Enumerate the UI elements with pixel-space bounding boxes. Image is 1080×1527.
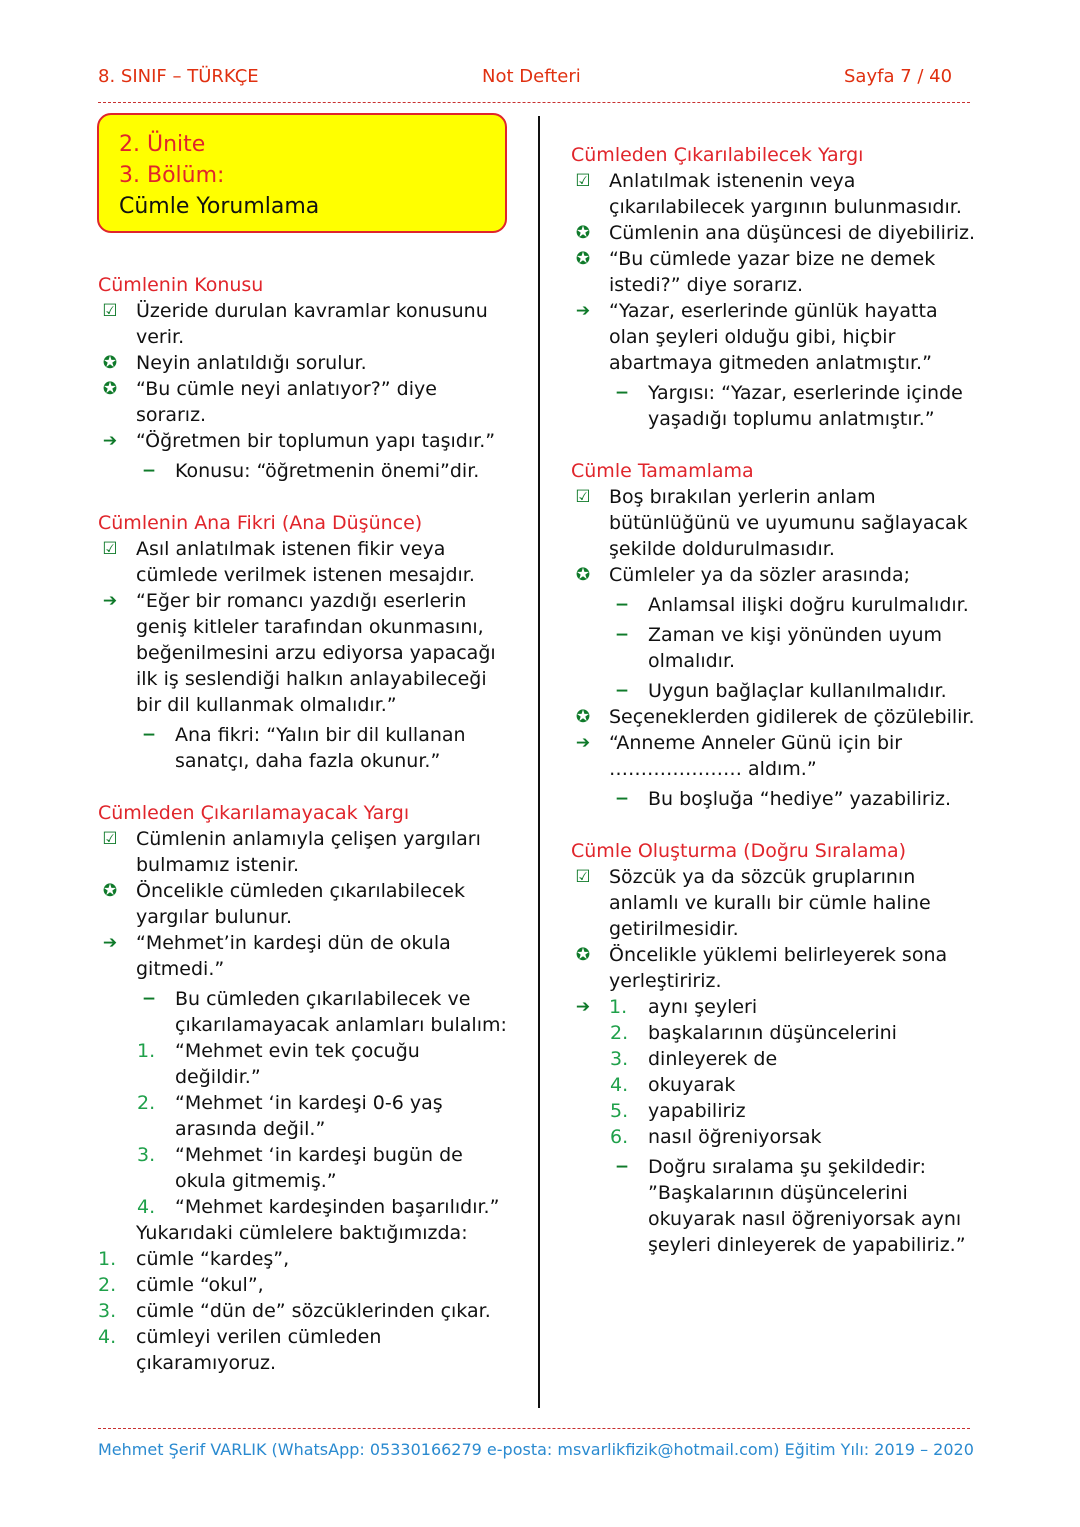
section-heading: Cümlenin Konusu bbox=[98, 274, 264, 296]
section-heading: Cümle Tamamlama bbox=[571, 460, 754, 482]
arrow-icon: ➔ bbox=[102, 933, 118, 953]
arrow-icon: ➔ bbox=[575, 997, 591, 1017]
list-item: ➔ “Yazar, eserlerinde günlük hayatta olan şeyleri olduğu gibi, hiçbir abartmaya gitmeden anlatmıştır.” bbox=[571, 298, 981, 376]
numbered-item: 5. yapabiliriz bbox=[610, 1100, 746, 1122]
dash-icon: − bbox=[614, 1157, 630, 1177]
list-item: ➔ “Öğretmen bir toplumun yapı taşıdır.” bbox=[98, 428, 508, 454]
checkbox-icon: ☑ bbox=[575, 867, 591, 887]
item-number: 3. bbox=[610, 1048, 629, 1070]
footer-divider bbox=[98, 1428, 970, 1429]
star-icon: ✪ bbox=[102, 881, 118, 901]
left-column bbox=[98, 272, 508, 1376]
checkbox-icon: ☑ bbox=[102, 829, 118, 849]
list-item: ✪ Öncelikle cümleden çıkarılabilecek yargılar bulunur. bbox=[98, 878, 508, 930]
list-item: ☑ Anlatılmak istenenin veya çıkarılabilecek yargının bulunmasıdır. bbox=[571, 168, 981, 220]
right-column bbox=[571, 142, 981, 1258]
list-item: ➔ “Anneme Anneler Günü için bir ………………… aldım.” bbox=[571, 730, 981, 782]
dash-icon: − bbox=[614, 789, 630, 809]
item-number: 1. bbox=[98, 1248, 117, 1270]
list-item: ☑ Üzeride durulan kavramlar konusunu verir. bbox=[98, 298, 508, 350]
column-divider bbox=[538, 116, 540, 1408]
list-item: ➔ “Eğer bir romancı yazdığı eserlerin geniş kitleler tarafından okunmasını, beğenilmesini arzu ediyorsa yapacağı ilk iş seslendiği halkın anlayabileceği bir dil kullanmak olmalıdır.” bbox=[98, 588, 508, 718]
item-number: 4. bbox=[137, 1196, 156, 1218]
checkbox-icon: ☑ bbox=[575, 487, 591, 507]
item-number: 3. bbox=[98, 1300, 117, 1322]
star-icon: ✪ bbox=[575, 223, 591, 243]
numbered-item: 2. “Mehmet ‘in kardeşi 0-6 yaş arasında değil.” bbox=[137, 1092, 443, 1140]
header-center: Not Defteri bbox=[482, 66, 581, 87]
star-icon: ✪ bbox=[575, 945, 591, 965]
arrow-icon: ➔ bbox=[102, 431, 118, 451]
checkbox-icon: ☑ bbox=[575, 171, 591, 191]
item-number: 4. bbox=[98, 1326, 117, 1348]
section-heading: Cümle Oluşturma (Doğru Sıralama) bbox=[571, 840, 907, 862]
summary-line: Yukarıdaki cümlelere baktığımızda: bbox=[136, 1222, 468, 1244]
dash-icon: − bbox=[614, 625, 630, 645]
list-item: ✪ “Bu cümle neyi anlatıyor?” diye sorarız. bbox=[98, 376, 508, 428]
arrow-icon: ➔ bbox=[575, 733, 591, 753]
numbered-item: 3. cümle “dün de” sözcüklerinden çıkar. bbox=[98, 1300, 491, 1322]
sub-item: − Doğru sıralama şu şekildedir: ”Başkalarının düşüncelerini okuyarak nasıl öğreniyorsak aynı şeyleri dinleyerek de yapabiliriz.” bbox=[571, 1154, 981, 1258]
numbered-item: 4. okuyarak bbox=[610, 1074, 736, 1096]
item-number: 2. bbox=[610, 1022, 629, 1044]
list-item: ✪ Cümlenin ana düşüncesi de diyebiliriz. bbox=[571, 220, 981, 246]
list-item: ➔ “Mehmet’in kardeşi dün de okula gitmedi.” bbox=[98, 930, 508, 982]
list-item: ✪ Öncelikle yüklemi belirleyerek sona yerleştiririz. bbox=[571, 942, 981, 994]
section-heading: Cümleden Çıkarılabilecek Yargı bbox=[571, 144, 864, 166]
list-item: ✪ Cümleler ya da sözler arasında; bbox=[571, 562, 981, 588]
sub-item: − Bu boşluğa “hediye” yazabiliriz. bbox=[571, 786, 981, 812]
dash-icon: − bbox=[614, 383, 630, 403]
star-icon: ✪ bbox=[575, 565, 591, 585]
dash-icon: − bbox=[141, 461, 157, 481]
dash-icon: − bbox=[614, 681, 630, 701]
dash-icon: − bbox=[141, 989, 157, 1009]
item-number: 1. bbox=[137, 1040, 156, 1062]
checkbox-icon: ☑ bbox=[102, 539, 118, 559]
dash-icon: − bbox=[614, 595, 630, 615]
item-number: 4. bbox=[610, 1074, 629, 1096]
star-icon: ✪ bbox=[575, 249, 591, 269]
sub-item: − Uygun bağlaçlar kullanılmalıdır. bbox=[571, 678, 981, 704]
section-label: 3. Bölüm: bbox=[119, 163, 225, 188]
item-number: 2. bbox=[137, 1092, 156, 1114]
list-item: ✪ Neyin anlatıldığı sorulur. bbox=[98, 350, 508, 376]
header-divider bbox=[98, 102, 970, 103]
item-number: 2. bbox=[98, 1274, 117, 1296]
numbered-item: 1. “Mehmet evin tek çocuğu değildir.” bbox=[137, 1040, 420, 1088]
sub-item: − Anlamsal ilişki doğru kurulmalıdır. bbox=[571, 592, 981, 618]
numbered-item: 2. başkalarının düşüncelerini bbox=[610, 1022, 897, 1044]
list-item: ✪ “Bu cümlede yazar bize ne demek istedi?” diye sorarız. bbox=[571, 246, 981, 298]
arrow-icon: ➔ bbox=[575, 301, 591, 321]
sub-item: − Yargısı: “Yazar, eserlerinde içinde yaşadığı toplumu anlatmıştır.” bbox=[571, 380, 981, 432]
list-item: ☑ Boş bırakılan yerlerin anlam bütünlüğünü ve uyumunu sağlayacak şekilde doldurulmasıdır. bbox=[571, 484, 981, 562]
checkbox-icon: ☑ bbox=[102, 301, 118, 321]
header-left: 8. SINIF – TÜRKÇE bbox=[98, 66, 259, 87]
sub-item: − Ana fikri: “Yalın bir dil kullanan sanatçı, daha fazla okunur.” bbox=[98, 722, 508, 774]
item-number: 3. bbox=[137, 1144, 156, 1166]
numbered-item: 3. “Mehmet ‘in kardeşi bugün de okula gitmemiş.” bbox=[137, 1144, 463, 1192]
footer-credit: Mehmet Şerif VARLIK (WhatsApp: 05330166279 e-posta: msvarlikfizik@hotmail.com) Eğitim Yılı: 2019 – 2020 bbox=[98, 1440, 974, 1459]
item-number: 1. bbox=[609, 996, 628, 1018]
unit-title-box bbox=[97, 113, 507, 233]
header-right: Sayfa 7 / 40 bbox=[844, 66, 953, 87]
sub-item: − Zaman ve kişi yönünden uyum olmalıdır. bbox=[571, 622, 981, 674]
sub-item: − Konusu: “öğretmenin önemi”dir. bbox=[98, 458, 508, 484]
star-icon: ✪ bbox=[575, 707, 591, 727]
section-heading: Cümlenin Ana Fikri (Ana Düşünce) bbox=[98, 512, 423, 534]
numbered-item: 6. nasıl öğreniyorsak bbox=[610, 1126, 822, 1148]
sub-item: − Bu cümleden çıkarılabilecek ve çıkarılamayacak anlamları bulalım: bbox=[98, 986, 508, 1038]
arrow-icon: ➔ bbox=[102, 591, 118, 611]
list-item: ✪ Seçeneklerden gidilerek de çözülebilir. bbox=[571, 704, 981, 730]
list-item: ☑ Asıl anlatılmak istenen fikir veya cümlede verilmek istenen mesajdır. bbox=[98, 536, 508, 588]
numbered-item: ➔ 1. aynı şeyleri bbox=[571, 994, 981, 1020]
section-heading: Cümleden Çıkarılamayacak Yargı bbox=[98, 802, 410, 824]
numbered-item: 2. cümle “okul”, bbox=[98, 1274, 264, 1296]
item-number: 5. bbox=[610, 1100, 629, 1122]
list-item: ☑ Sözcük ya da sözcük gruplarının anlamlı ve kurallı bir cümle haline getirilmesidir. bbox=[571, 864, 981, 942]
unit-label: 2. Ünite bbox=[119, 132, 206, 157]
star-icon: ✪ bbox=[102, 353, 118, 373]
dash-icon: − bbox=[141, 725, 157, 745]
numbered-item: 1. cümle “kardeş”, bbox=[98, 1248, 290, 1270]
numbered-item: 3. dinleyerek de bbox=[610, 1048, 778, 1070]
numbered-item: 4. “Mehmet kardeşinden başarılıdır.” bbox=[137, 1196, 500, 1218]
topic-title: Cümle Yorumlama bbox=[119, 194, 320, 219]
star-icon: ✪ bbox=[102, 379, 118, 399]
list-item: ☑ Cümlenin anlamıyla çelişen yargıları bulmamız istenir. bbox=[98, 826, 508, 878]
numbered-item: 4. cümleyi verilen cümleden çıkaramıyoruz. bbox=[98, 1326, 382, 1374]
item-number: 6. bbox=[610, 1126, 629, 1148]
